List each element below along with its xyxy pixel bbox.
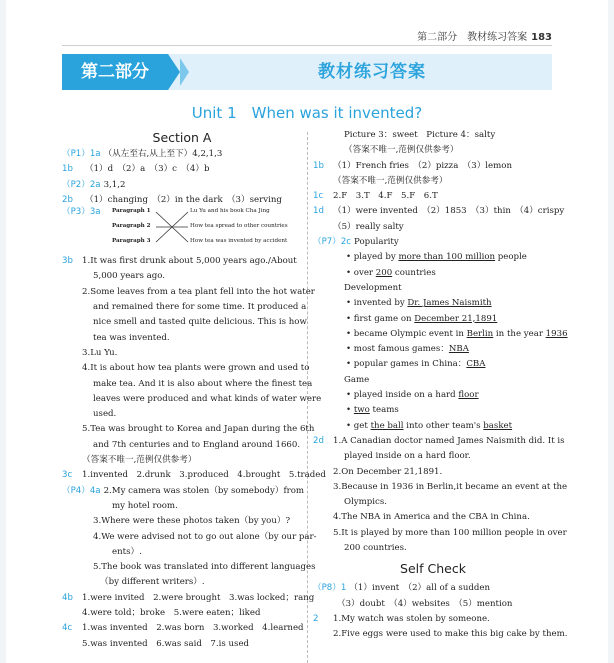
text: • over xyxy=(346,267,376,278)
topic-1: Lu Yu and his book Cha Jing xyxy=(190,208,270,215)
text: • first game on xyxy=(346,313,415,324)
text: • get xyxy=(346,420,371,431)
answer-1d-line: （5）really salty xyxy=(333,221,404,232)
running-header xyxy=(417,28,552,43)
blank-answer: 1936 xyxy=(545,328,568,339)
answer-2d-line: 5.It is played by more than 100 million people in over xyxy=(333,527,567,538)
answer-text: 1.were invited 2.were brought 3.was locked；rang xyxy=(82,592,315,603)
right-column xyxy=(313,128,568,643)
development-heading: Development xyxy=(344,282,402,293)
popularity-item xyxy=(313,266,553,281)
answer-3b-line: 5.Tea was brought to Korea and Japan during the 6th xyxy=(82,424,315,435)
answer-4b-line: 4.were told；broke 5.were eaten；liked xyxy=(82,608,261,619)
label-2: 2 xyxy=(313,613,319,624)
development-item xyxy=(313,296,553,311)
label-p2-2a: （P2）2a xyxy=(62,179,101,190)
header-rule xyxy=(62,45,552,46)
chevron-arrow-icon-light xyxy=(180,58,189,86)
answer-3b-line: nice smell and tasted quite delicious. This is how xyxy=(93,317,307,328)
answer-p8-1-line xyxy=(313,581,553,596)
label-1b: 1b xyxy=(62,164,73,175)
answer-p8-1-line: （3）doubt （4）websites （5）mention xyxy=(337,598,513,609)
answer-4a-line: （by different writers）. xyxy=(100,577,205,588)
label-1c: 1c xyxy=(313,191,324,202)
left-column xyxy=(62,128,326,652)
answer-3b-line: 2.Some leaves from a tea plant fell into the hot water xyxy=(82,286,315,297)
blank-answer: more than 100 million xyxy=(398,252,496,263)
text: into other team's xyxy=(403,420,484,431)
game-item xyxy=(313,403,553,418)
answer-2-line: 2.Five eggs were used to make this big cake by them. xyxy=(333,629,568,640)
text: • popular games in China： xyxy=(346,359,467,370)
development-item xyxy=(313,357,553,372)
answer-top-line: （答案不唯一,范例仅供参考） xyxy=(344,145,459,156)
text: people xyxy=(495,252,527,263)
answer-2d-line: 200 countries. xyxy=(344,543,407,554)
answer-3b-line: and 7th centuries and to England around 1660. xyxy=(93,439,301,450)
answer-text: 2.My camera was stolen（by somebody）from xyxy=(103,485,305,496)
answer-text: （1）d （2）a （3）c （4）b xyxy=(85,164,210,175)
text: • became Olympic event in xyxy=(346,328,467,339)
answer-top-line: Picture 3：sweet Picture 4：salty xyxy=(344,130,496,140)
blank-answer: Berlin xyxy=(466,328,494,339)
answer-4a-line: my hotel room. xyxy=(112,500,178,511)
answer-3c xyxy=(62,468,326,483)
answer-2-line xyxy=(313,612,553,627)
banner-tab: 第二部分 xyxy=(62,54,168,90)
answer-p7-2c xyxy=(313,235,553,250)
development-item xyxy=(313,327,568,342)
answer-1b-line: （答案不唯一,范例仅供参考） xyxy=(333,175,448,186)
answer-2d-line: Olympics. xyxy=(344,497,388,508)
answer-text: （1）changing （2）in the dark （3）serving xyxy=(85,194,282,205)
answer-text: 1.was invented 2.was born 3.worked 4.learned xyxy=(82,623,304,634)
text: • most famous games： xyxy=(346,344,449,355)
section-a-heading: Section A xyxy=(152,130,212,145)
text: teams xyxy=(369,405,399,416)
page-edge-right xyxy=(608,0,614,663)
blank-answer: floor xyxy=(458,390,479,401)
answer-1c xyxy=(313,189,553,204)
text: • invented by xyxy=(346,298,408,309)
label-3c: 3c xyxy=(62,470,73,481)
answer-4a-line: ents）. xyxy=(112,546,142,557)
development-item xyxy=(313,312,553,327)
answer-4a-line: 3.Where were these photos taken（by you）? xyxy=(93,516,291,527)
answer-text: Popularity xyxy=(354,237,399,248)
answer-4c-line: 5.was invented 6.was said 7.is used xyxy=(82,638,250,649)
game-item xyxy=(313,419,553,434)
text: • played by xyxy=(346,252,399,263)
answer-3b-line: 5,000 years ago. xyxy=(93,271,166,282)
label-p3-3a: （P3）3a xyxy=(62,207,101,218)
answer-3b-line: leaves were produced and what kinds of water were xyxy=(93,393,322,404)
answer-4b-line xyxy=(62,591,315,606)
answer-text: 2.F 3.T 4.F 5.F 6.T xyxy=(333,191,438,202)
chevron-arrow-icon xyxy=(168,54,180,90)
label-4b: 4b xyxy=(62,592,73,603)
answer-4c-line xyxy=(62,621,302,636)
answer-2d-line: 3.Because in 1936 in Berlin,it became an event at the xyxy=(333,481,568,492)
answer-1b-line xyxy=(313,159,553,174)
answer-text: （从左至右,从上至下）4,2,1,3 xyxy=(103,149,223,159)
banner-title: 教材练习答案 xyxy=(318,62,426,82)
answer-text: （1）were invented （2）1853 （3）thin （4）crispy xyxy=(333,206,565,217)
blank-answer: NBA xyxy=(448,344,469,355)
paragraph-3-label: Paragraph 3 xyxy=(112,238,151,245)
text: in the year xyxy=(493,328,546,339)
answer-p2-2a xyxy=(62,178,302,193)
answer-3b-line: and remained there for some time. It produced a xyxy=(93,302,307,313)
answer-p1-1a xyxy=(62,147,302,162)
answer-1b xyxy=(62,162,302,177)
answer-3b-line: （答案不唯一,范例仅供参考） xyxy=(82,455,197,466)
label-2b: 2b xyxy=(62,194,73,205)
blank-answer: December 21,1891 xyxy=(414,313,498,324)
answer-3b-line xyxy=(62,254,302,269)
game-heading: Game xyxy=(344,374,370,385)
answer-3b-line: make tea. And it is also about where the finest tea xyxy=(93,378,313,389)
answer-3b-line: 4.It is about how tea plants were grown and used to xyxy=(82,363,310,374)
label-1b-right: 1b xyxy=(313,160,324,171)
development-item xyxy=(313,342,553,357)
answer-2d-line: 2.On December 21,1891. xyxy=(333,466,443,477)
part-banner xyxy=(62,54,552,90)
popularity-item xyxy=(313,250,553,265)
answer-text: 1.It was first drunk about 5,000 years ago./About xyxy=(82,256,297,267)
blank-answer: 200 xyxy=(375,267,393,278)
answer-3b-line: used. xyxy=(93,409,117,420)
blank-answer: Dr. James Naismith xyxy=(407,298,492,309)
topic-2: How tea spread to other countries xyxy=(190,223,288,230)
blank-answer: the ball xyxy=(370,420,404,431)
page-edge-left xyxy=(0,0,6,663)
label-p7-2c: （P7）2c xyxy=(313,237,352,248)
matching-lines xyxy=(154,208,190,254)
answer-text: 3,1,2 xyxy=(103,179,126,190)
blank-answer: basket xyxy=(483,420,513,431)
label-p8-1: （P8）1 xyxy=(313,583,347,594)
page-number: 183 xyxy=(531,32,552,43)
text: • xyxy=(346,405,354,416)
answer-3b-line: tea was invented. xyxy=(93,332,170,343)
label-2d: 2d xyxy=(313,435,324,446)
label-4c: 4c xyxy=(62,623,73,634)
paragraph-1-label: Paragraph 1 xyxy=(112,208,151,215)
matching-diagram-3a xyxy=(62,208,302,254)
topic-3: How tea was invented by accident xyxy=(190,238,288,245)
answer-4a-line: 4.We were advised not to go out alone（by our par- xyxy=(93,531,317,542)
answer-2d-line: played inside on a hard floor. xyxy=(344,451,471,462)
blank-answer: two xyxy=(353,405,370,416)
text: • played inside on a hard xyxy=(346,390,459,401)
text: countries xyxy=(392,267,436,278)
label-p4-4a: （P4）4a xyxy=(62,485,101,496)
label-1d: 1d xyxy=(313,206,324,217)
unit-title: Unit 1 When was it invented? xyxy=(191,104,423,122)
answer-1d-line xyxy=(313,204,565,219)
answer-text: 1.A Canadian doctor named James Naismith did. It is xyxy=(333,435,565,446)
answer-2d-line: 4.The NBA in America and the CBA in China. xyxy=(333,512,530,523)
paragraph-2-label: Paragraph 2 xyxy=(112,223,151,230)
label-p1-1a: （P1）1a xyxy=(62,149,101,159)
answer-4a-line: 5.The book was translated into different languages xyxy=(93,562,316,573)
answer-text: 1.My watch was stolen by someone. xyxy=(333,613,490,624)
answer-text: 1.invented 2.drunk 3.produced 4.brought 5.traded xyxy=(82,470,326,481)
game-item xyxy=(313,388,553,403)
answer-4a-line xyxy=(62,484,305,499)
header-part: 第二部分 xyxy=(417,32,458,43)
answer-text: （1）French fries （2）pizza （3）lemon xyxy=(333,160,512,171)
answer-2d-line xyxy=(313,434,565,449)
blank-answer: CBA xyxy=(466,359,486,370)
answer-text: （1）invent （2）all of a sudden xyxy=(349,583,490,594)
header-section: 教材练习答案 xyxy=(467,32,528,43)
label-3b: 3b xyxy=(62,256,73,267)
answer-3b-line: 3.Lu Yu. xyxy=(82,347,118,358)
self-check-heading: Self Check xyxy=(400,561,466,577)
